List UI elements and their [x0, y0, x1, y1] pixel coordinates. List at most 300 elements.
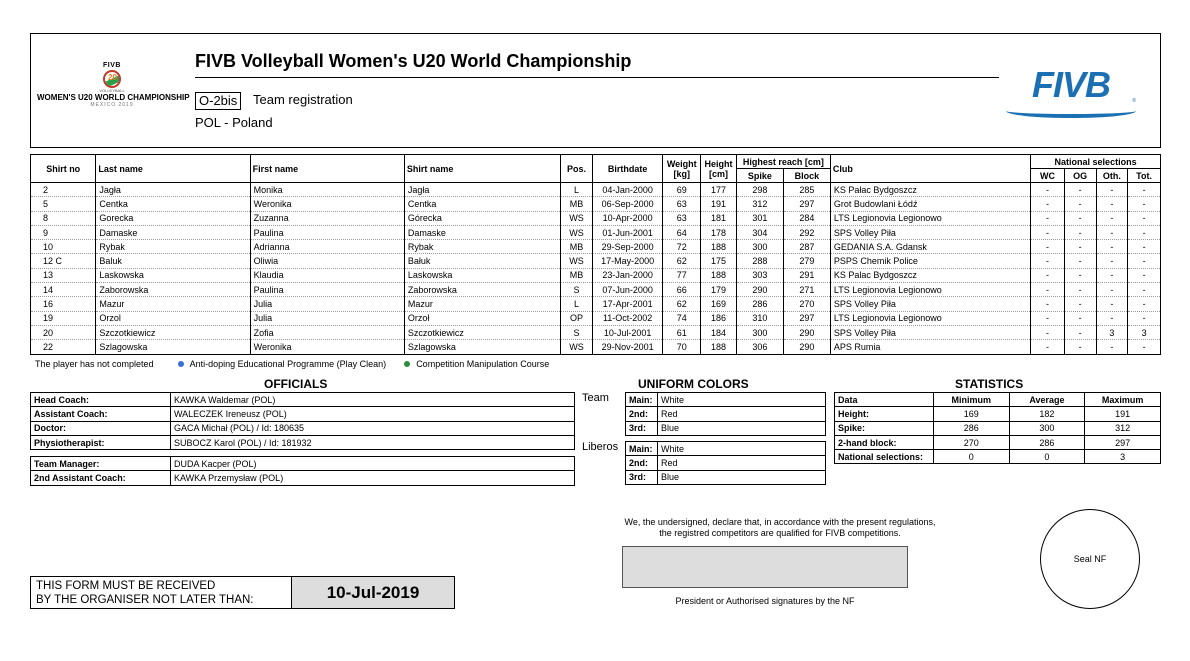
- cell-block: 271: [783, 283, 830, 297]
- col-spike: Spike: [736, 169, 783, 183]
- official-row: [31, 457, 575, 471]
- cell-wc: -: [1031, 240, 1065, 254]
- uniform-team-key: Main:: [626, 393, 658, 407]
- cell-height: 188: [701, 268, 737, 282]
- cell-first-name: Monika: [250, 183, 404, 197]
- stat-key: 2-hand block:: [835, 435, 934, 449]
- col-height-label: Height: [704, 158, 733, 169]
- table-row: [31, 311, 1161, 325]
- cell-spike: 286: [736, 297, 783, 311]
- uniform-libero-value: Blue: [658, 470, 826, 484]
- registered-mark: ®: [1132, 98, 1136, 104]
- cell-club: PSPS Chemik Police: [830, 254, 1030, 268]
- table-row: [31, 225, 1161, 239]
- cell-position: MB: [561, 268, 593, 282]
- uniform-team-row: [626, 393, 826, 407]
- form-name: Team registration: [253, 92, 353, 107]
- stat-avg: 182: [1009, 407, 1085, 421]
- cell-oth: -: [1096, 183, 1128, 197]
- cell-tot: -: [1128, 183, 1161, 197]
- cell-oth: -: [1096, 225, 1128, 239]
- cell-block: 297: [783, 197, 830, 211]
- cell-shirt-name: Damaske: [404, 225, 560, 239]
- table-row: [31, 283, 1161, 297]
- official-row: [31, 407, 575, 421]
- event-logo-championship: WOMEN'S U20 WORLD CHAMPIONSHIP: [37, 93, 190, 102]
- uniform-libero-key: 3rd:: [626, 470, 658, 484]
- uniform-team-table: [625, 392, 826, 436]
- cell-birthdate: 17-May-2000: [592, 254, 662, 268]
- stat-avg: 300: [1009, 421, 1085, 435]
- uniform-liberos-table: [625, 441, 826, 485]
- cell-height: 179: [701, 283, 737, 297]
- seal-label: Seal NF: [1073, 554, 1107, 564]
- cell-birthdate: 01-Jun-2001: [592, 225, 662, 239]
- declaration-line-1: We, the undersigned, declare that, in accordance with the present regulations,: [624, 517, 936, 527]
- col-weight-label: Weight: [666, 158, 697, 169]
- cell-position: WS: [561, 225, 593, 239]
- cell-weight: 70: [663, 340, 701, 354]
- stat-min: 0: [933, 450, 1009, 464]
- cell-height: 169: [701, 297, 737, 311]
- uniform-team-value: Red: [658, 407, 826, 421]
- cell-oth: -: [1096, 340, 1128, 354]
- col-shirt-no: Shirt no: [31, 155, 96, 183]
- cell-birthdate: 04-Jan-2000: [592, 183, 662, 197]
- uniform-team-label: Team: [582, 392, 609, 404]
- cell-block: 285: [783, 183, 830, 197]
- cell-oth: -: [1096, 268, 1128, 282]
- col-position: Pos.: [561, 155, 593, 183]
- cell-og: -: [1064, 268, 1096, 282]
- stat-max: 3: [1085, 450, 1161, 464]
- cell-tot: -: [1128, 197, 1161, 211]
- cell-last-name: Laskowska: [96, 268, 250, 282]
- cell-club: LTS Legionovia Legionowo: [830, 311, 1030, 325]
- cell-oth: -: [1096, 197, 1128, 211]
- uniform-team-row: [626, 421, 826, 435]
- cell-last-name: Rybak: [96, 240, 250, 254]
- table-row: [31, 254, 1161, 268]
- col-block: Block: [783, 169, 830, 183]
- cell-wc: -: [1031, 211, 1065, 225]
- col-height-unit: [cm]: [709, 168, 729, 179]
- cell-position: S: [561, 325, 593, 339]
- cell-first-name: Zofia: [250, 325, 404, 339]
- statistics-title: STATISTICS: [955, 377, 1024, 391]
- team-name: POL - Poland: [195, 115, 273, 130]
- volleyball-icon: [103, 70, 121, 88]
- cell-shirt-name: Górecka: [404, 211, 560, 225]
- uniform-team-value: White: [658, 393, 826, 407]
- cell-club: SPS Volley Piła: [830, 225, 1030, 239]
- stat-row: [835, 450, 1161, 464]
- cell-tot: -: [1128, 225, 1161, 239]
- cell-shirt-no: 16: [31, 297, 96, 311]
- officials-table-2: [30, 456, 575, 486]
- deadline-box: [30, 576, 455, 609]
- official-row: [31, 421, 575, 435]
- cell-wc: -: [1031, 325, 1065, 339]
- cell-weight: 74: [663, 311, 701, 325]
- legend-anti-doping-text: Anti-doping Educational Programme (Play Clean): [189, 359, 387, 369]
- cell-shirt-name: Jagła: [404, 183, 560, 197]
- stat-max: 312: [1085, 421, 1161, 435]
- cell-position: MB: [561, 240, 593, 254]
- cell-last-name: Szlagowska: [96, 340, 250, 354]
- col-last-name: Last name: [96, 155, 250, 183]
- cell-height: 188: [701, 240, 737, 254]
- fivb-swoosh-icon: [1006, 104, 1136, 118]
- declaration-line-2: the registred competitors are qualified for FIVB competitions.: [659, 528, 901, 538]
- stat-max: 191: [1085, 407, 1161, 421]
- cell-club: SPS Volley Piła: [830, 325, 1030, 339]
- cell-birthdate: 11-Oct-2002: [592, 311, 662, 325]
- cell-birthdate: 17-Apr-2001: [592, 297, 662, 311]
- cell-height: 184: [701, 325, 737, 339]
- cell-tot: -: [1128, 268, 1161, 282]
- title-divider: [195, 77, 999, 78]
- event-logo-brand: FIVB: [103, 62, 121, 69]
- cell-shirt-name: Szlagowska: [404, 340, 560, 354]
- cell-weight: 66: [663, 283, 701, 297]
- cell-first-name: Paulina: [250, 283, 404, 297]
- cell-last-name: Mazur: [96, 297, 250, 311]
- uniform-libero-value: White: [658, 442, 826, 456]
- cell-last-name: Szczotkiewicz: [96, 325, 250, 339]
- cell-height: 188: [701, 340, 737, 354]
- col-height: [701, 155, 737, 183]
- cell-oth: -: [1096, 254, 1128, 268]
- cell-height: 191: [701, 197, 737, 211]
- col-shirt-name: Shirt name: [404, 155, 560, 183]
- cell-weight: 63: [663, 197, 701, 211]
- uniform-libero-row: [626, 442, 826, 456]
- stat-min: 270: [933, 435, 1009, 449]
- cell-tot: -: [1128, 283, 1161, 297]
- cell-weight: 61: [663, 325, 701, 339]
- seal-circle: [1040, 509, 1140, 609]
- official-row: [31, 471, 575, 485]
- cell-og: -: [1064, 283, 1096, 297]
- cell-block: 290: [783, 325, 830, 339]
- fivb-logo-text: FIVB: [1032, 64, 1111, 105]
- cell-spike: 300: [736, 325, 783, 339]
- official-value: KAWKA Waldemar (POL): [171, 393, 575, 407]
- col-club: Club: [830, 155, 1030, 183]
- table-row: [31, 240, 1161, 254]
- stat-row: [835, 421, 1161, 435]
- event-logo-place: MEXICO 2019: [90, 102, 134, 108]
- cell-height: 186: [701, 311, 737, 325]
- cell-first-name: Julia: [250, 297, 404, 311]
- cell-first-name: Julia: [250, 311, 404, 325]
- cell-last-name: Zaborowska: [96, 283, 250, 297]
- col-highest-reach: Highest reach [cm]: [736, 155, 830, 169]
- cell-spike: 310: [736, 311, 783, 325]
- cell-birthdate: 06-Sep-2000: [592, 197, 662, 211]
- cell-tot: -: [1128, 340, 1161, 354]
- officials-table: [30, 392, 575, 450]
- uniform-libero-key: Main:: [626, 442, 658, 456]
- official-key: Doctor:: [31, 421, 171, 435]
- cell-first-name: Oliwia: [250, 254, 404, 268]
- cell-shirt-name: Mazur: [404, 297, 560, 311]
- stat-max: 297: [1085, 435, 1161, 449]
- cell-position: S: [561, 283, 593, 297]
- cell-height: 175: [701, 254, 737, 268]
- event-logo-sub: VOLLEYBALL: [99, 88, 125, 93]
- official-key: 2nd Assistant Coach:: [31, 471, 171, 485]
- uniform-title: UNIFORM COLORS: [638, 377, 749, 391]
- cell-club: GEDANIA S.A. Gdansk: [830, 240, 1030, 254]
- table-row: [31, 197, 1161, 211]
- table-row: [31, 183, 1161, 197]
- cell-spike: 298: [736, 183, 783, 197]
- legend-anti-doping: [178, 359, 387, 369]
- cell-wc: -: [1031, 311, 1065, 325]
- green-dot-icon: [404, 361, 410, 367]
- cell-og: -: [1064, 297, 1096, 311]
- cell-first-name: Weronika: [250, 340, 404, 354]
- cell-og: -: [1064, 225, 1096, 239]
- cell-shirt-name: Rybak: [404, 240, 560, 254]
- cell-tot: 3: [1128, 325, 1161, 339]
- form-header: [30, 33, 1161, 148]
- stat-row: [835, 435, 1161, 449]
- official-value: WALECZEK Ireneusz (POL): [171, 407, 575, 421]
- uniform-libero-value: Red: [658, 456, 826, 470]
- stat-header-data: Data: [835, 393, 934, 407]
- cell-weight: 62: [663, 297, 701, 311]
- cell-block: 279: [783, 254, 830, 268]
- cell-position: L: [561, 297, 593, 311]
- cell-oth: -: [1096, 240, 1128, 254]
- stat-avg: 286: [1009, 435, 1085, 449]
- table-row: [31, 325, 1161, 339]
- cell-shirt-no: 8: [31, 211, 96, 225]
- stat-min: 286: [933, 421, 1009, 435]
- cell-weight: 77: [663, 268, 701, 282]
- cell-position: MB: [561, 197, 593, 211]
- col-birthdate: Birthdate: [592, 155, 662, 183]
- official-key: Assistant Coach:: [31, 407, 171, 421]
- cell-spike: 288: [736, 254, 783, 268]
- uniform-team-value: Blue: [658, 421, 826, 435]
- stat-header-min: Minimum: [933, 393, 1009, 407]
- cell-shirt-no: 9: [31, 225, 96, 239]
- col-national-selections: National selections: [1031, 155, 1161, 169]
- cell-first-name: Adrianna: [250, 240, 404, 254]
- cell-oth: -: [1096, 297, 1128, 311]
- cell-wc: -: [1031, 268, 1065, 282]
- form-code: O-2bis: [195, 92, 241, 110]
- cell-spike: 290: [736, 283, 783, 297]
- cell-first-name: Paulina: [250, 225, 404, 239]
- declaration-text: [560, 517, 1000, 539]
- cell-first-name: Zuzanna: [250, 211, 404, 225]
- table-row: [31, 211, 1161, 225]
- cell-wc: -: [1031, 197, 1065, 211]
- cell-og: -: [1064, 211, 1096, 225]
- official-key: Physiotherapist:: [31, 435, 171, 449]
- cell-shirt-name: Zaborowska: [404, 283, 560, 297]
- stat-key: National selections:: [835, 450, 934, 464]
- cell-weight: 69: [663, 183, 701, 197]
- cell-position: OP: [561, 311, 593, 325]
- cell-position: WS: [561, 254, 593, 268]
- deadline-line-1: THIS FORM MUST BE RECEIVED: [36, 580, 216, 592]
- cell-birthdate: 23-Jan-2000: [592, 268, 662, 282]
- stat-key: Spike:: [835, 421, 934, 435]
- legend-manipulation-text: Competition Manipulation Course: [416, 359, 550, 369]
- cell-weight: 72: [663, 240, 701, 254]
- uniform-team-key: 2nd:: [626, 407, 658, 421]
- official-key: Team Manager:: [31, 457, 171, 471]
- cell-first-name: Klaudia: [250, 268, 404, 282]
- cell-og: -: [1064, 197, 1096, 211]
- official-value: DUDA Kacper (POL): [171, 457, 575, 471]
- table-row: [31, 297, 1161, 311]
- official-row: [31, 393, 575, 407]
- cell-block: 284: [783, 211, 830, 225]
- cell-club: SPS Volley Piła: [830, 297, 1030, 311]
- cell-spike: 304: [736, 225, 783, 239]
- cell-shirt-name: Orzoł: [404, 311, 560, 325]
- cell-tot: -: [1128, 297, 1161, 311]
- cell-oth: 3: [1096, 325, 1128, 339]
- col-tot: Tot.: [1128, 169, 1161, 183]
- cell-height: 177: [701, 183, 737, 197]
- cell-og: -: [1064, 240, 1096, 254]
- cell-og: -: [1064, 183, 1096, 197]
- cell-block: 291: [783, 268, 830, 282]
- cell-shirt-no: 5: [31, 197, 96, 211]
- cell-og: -: [1064, 325, 1096, 339]
- officials-title: OFFICIALS: [264, 377, 328, 391]
- stat-min: 169: [933, 407, 1009, 421]
- cell-shirt-no: 13: [31, 268, 96, 282]
- legend-not-completed: The player has not completed: [35, 359, 154, 369]
- uniform-liberos-label: Liberos: [582, 441, 619, 453]
- cell-last-name: Baluk: [96, 254, 250, 268]
- cell-height: 181: [701, 211, 737, 225]
- table-row: [31, 340, 1161, 354]
- cell-spike: 306: [736, 340, 783, 354]
- cell-position: WS: [561, 211, 593, 225]
- cell-block: 287: [783, 240, 830, 254]
- stat-key: Height:: [835, 407, 934, 421]
- cell-shirt-no: 12 C: [31, 254, 96, 268]
- cell-last-name: Orzol: [96, 311, 250, 325]
- official-key: Head Coach:: [31, 393, 171, 407]
- deadline-date: 10-Jul-2019: [292, 577, 454, 608]
- official-value: KAWKA Przemysław (POL): [171, 471, 575, 485]
- col-weight-unit: [kg]: [673, 168, 691, 179]
- cell-og: -: [1064, 254, 1096, 268]
- cell-tot: -: [1128, 240, 1161, 254]
- cell-oth: -: [1096, 283, 1128, 297]
- uniform-libero-row: [626, 456, 826, 470]
- table-row: [31, 268, 1161, 282]
- col-wc: WC: [1031, 169, 1065, 183]
- cell-weight: 62: [663, 254, 701, 268]
- cell-height: 178: [701, 225, 737, 239]
- cell-club: APS Rumia: [830, 340, 1030, 354]
- cell-spike: 301: [736, 211, 783, 225]
- stat-row: [835, 407, 1161, 421]
- cell-weight: 64: [663, 225, 701, 239]
- cell-position: WS: [561, 340, 593, 354]
- cell-wc: -: [1031, 283, 1065, 297]
- cell-shirt-name: Bałuk: [404, 254, 560, 268]
- cell-tot: -: [1128, 211, 1161, 225]
- cell-wc: -: [1031, 225, 1065, 239]
- page-title: FIVB Volleyball Women's U20 World Championship: [195, 51, 632, 71]
- cell-birthdate: 10-Jul-2001: [592, 325, 662, 339]
- cell-birthdate: 10-Apr-2000: [592, 211, 662, 225]
- cell-og: -: [1064, 340, 1096, 354]
- legend-manipulation: [404, 359, 549, 369]
- cell-shirt-no: 2: [31, 183, 96, 197]
- cell-wc: -: [1031, 254, 1065, 268]
- cell-oth: -: [1096, 211, 1128, 225]
- uniform-libero-row: [626, 470, 826, 484]
- official-value: GACA Michał (POL) / Id: 180635: [171, 421, 575, 435]
- cell-last-name: Jagła: [96, 183, 250, 197]
- cell-block: 270: [783, 297, 830, 311]
- stat-avg: 0: [1009, 450, 1085, 464]
- cell-last-name: Damaske: [96, 225, 250, 239]
- cell-first-name: Weronika: [250, 197, 404, 211]
- col-weight: [663, 155, 701, 183]
- cell-block: 297: [783, 311, 830, 325]
- cell-spike: 312: [736, 197, 783, 211]
- deadline-message: [31, 577, 292, 608]
- col-first-name: First name: [250, 155, 404, 183]
- event-logo: [37, 62, 190, 108]
- cell-block: 290: [783, 340, 830, 354]
- statistics-table: [834, 392, 1161, 464]
- cell-oth: -: [1096, 311, 1128, 325]
- cell-shirt-no: 14: [31, 283, 96, 297]
- cell-weight: 63: [663, 211, 701, 225]
- completion-legend: [35, 359, 549, 369]
- deadline-line-2: BY THE ORGANISER NOT LATER THAN:: [36, 594, 254, 606]
- cell-shirt-name: Centka: [404, 197, 560, 211]
- official-value: SUBOCZ Karol (POL) / Id: 181932: [171, 435, 575, 449]
- official-row: [31, 435, 575, 449]
- stat-header-max: Maximum: [1085, 393, 1161, 407]
- cell-last-name: Gorecka: [96, 211, 250, 225]
- blue-dot-icon: [178, 361, 184, 367]
- col-oth: Oth.: [1096, 169, 1128, 183]
- cell-spike: 300: [736, 240, 783, 254]
- cell-club: KS Palac Bydgoszcz: [830, 268, 1030, 282]
- cell-block: 292: [783, 225, 830, 239]
- cell-last-name: Centka: [96, 197, 250, 211]
- cell-club: Grot Budowlani Łódź: [830, 197, 1030, 211]
- cell-club: LTS Legionovia Legionowo: [830, 283, 1030, 297]
- col-og: OG: [1064, 169, 1096, 183]
- cell-shirt-no: 20: [31, 325, 96, 339]
- cell-shirt-no: 19: [31, 311, 96, 325]
- signature-box[interactable]: [622, 546, 908, 588]
- cell-birthdate: 29-Nov-2001: [592, 340, 662, 354]
- cell-wc: -: [1031, 183, 1065, 197]
- cell-og: -: [1064, 311, 1096, 325]
- uniform-team-key: 3rd:: [626, 421, 658, 435]
